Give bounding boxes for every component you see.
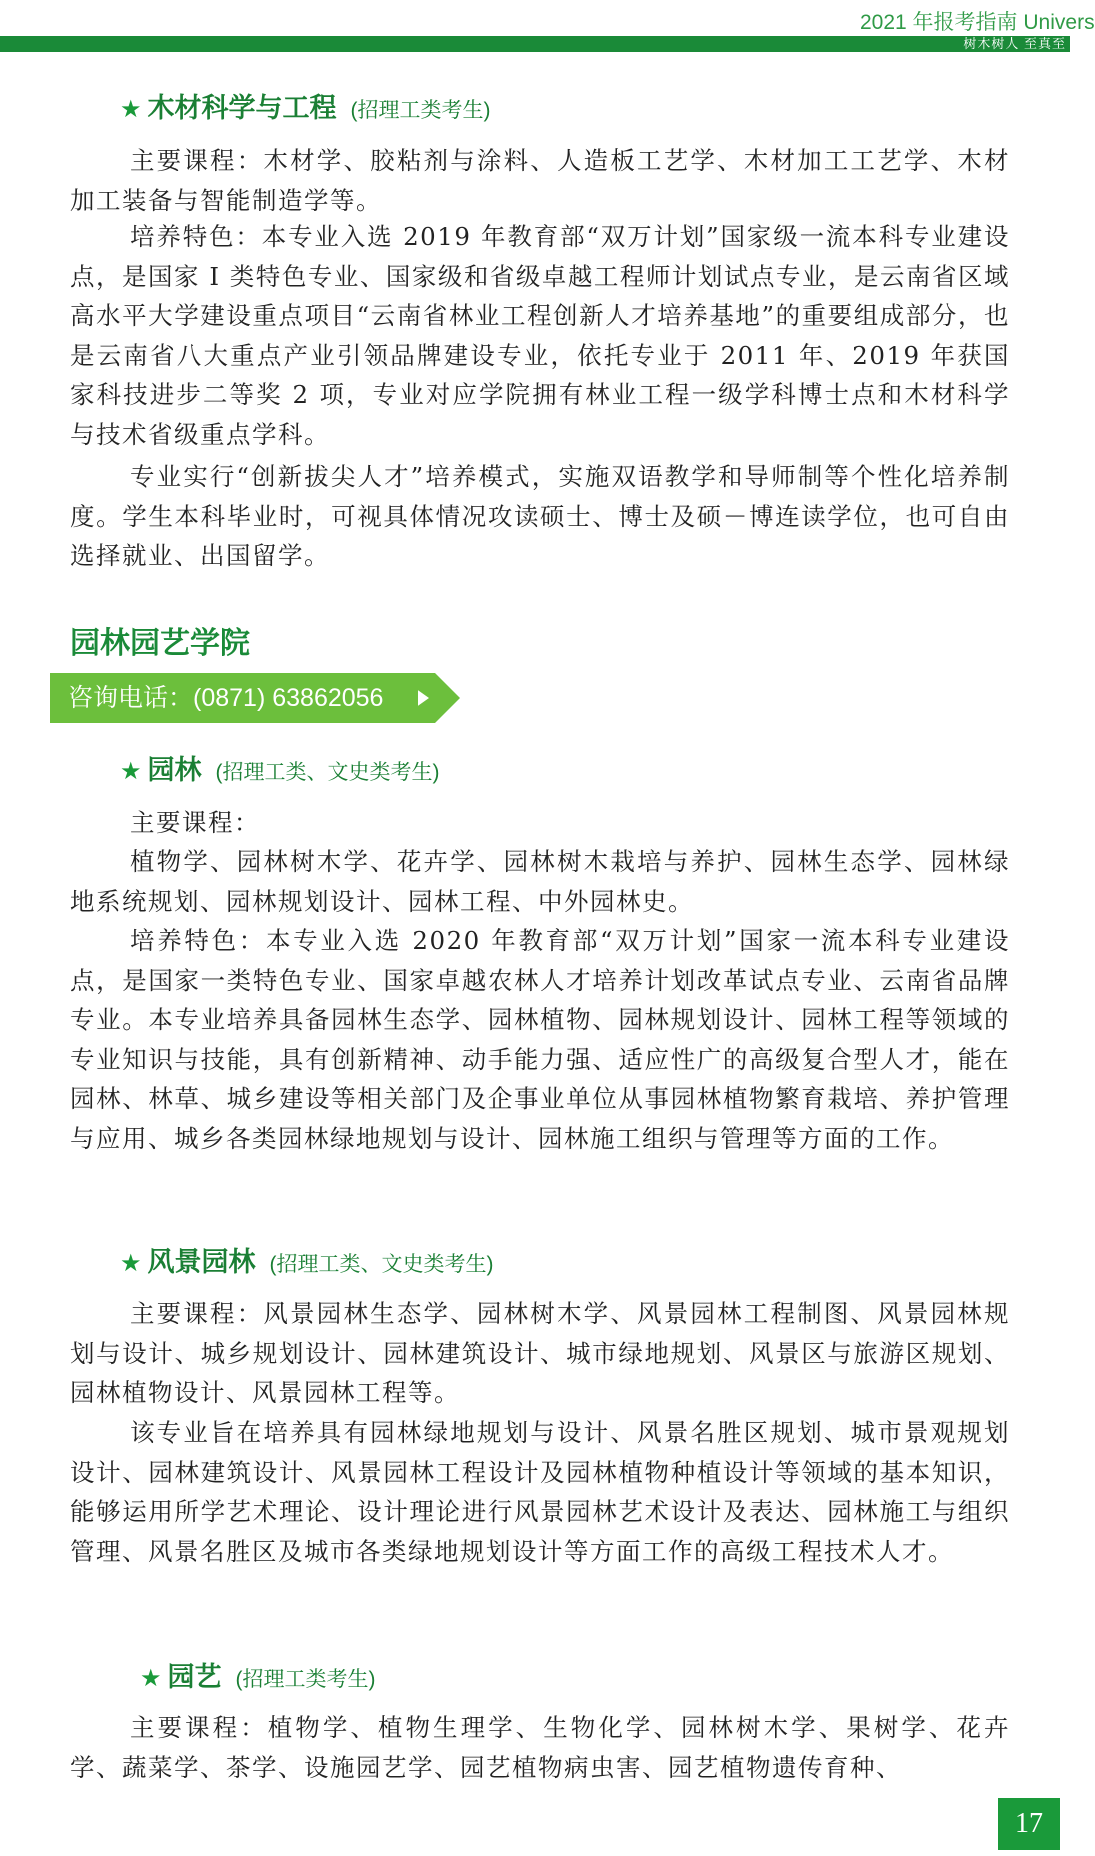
major-note: (招理工类、文史类考生) — [215, 761, 440, 784]
major-name: 园林 — [147, 755, 202, 785]
major-title-scenic — [120, 1240, 494, 1279]
wood-courses: 主要课程：木材学、胶粘剂与涂料、人造板工艺学、木材加工工艺学、木材加工装备与智能制造学等。 — [70, 146, 1010, 215]
phone-text — [68, 673, 383, 723]
horticulture-courses: 主要课程：植物学、植物生理学、生物化学、园林树木学、果树学、花卉学、蔬菜学、茶学、设施园艺学、园艺植物病虫害、园艺植物遗传育种、 — [70, 1713, 1010, 1782]
star-icon: ★ — [120, 758, 142, 785]
chevron-right-icon — [405, 673, 465, 723]
phone-banner — [50, 673, 465, 723]
wood-features: 培养特色：本专业入选 2019 年教育部“双万计划”国家级一流本科专业建设点，是国家 I 类特色专业、国家级和省级卓越工程师计划试点专业，是云南省区域高水平大学建设重点项目“云南省林业工程创新人才培养基地”的重要组成部分，也是云南省八大重点产业引领品牌建设专业，依托专业于 2011 年、2019 年获国家科技进步二等奖 2 项，专业对应学院拥有林业工程一级学科博士点和木材科学与技术省级重点学科。 — [70, 222, 1010, 449]
star-icon: ★ — [120, 1250, 142, 1277]
page-number: 17 — [998, 1798, 1060, 1850]
major-note: (招理工类考生) — [235, 1668, 376, 1691]
header-motto: 树木树人 至真至 — [963, 36, 1066, 51]
phone-number: (0871) 63862056 — [193, 684, 384, 712]
college-title: 园林园艺学院 — [70, 627, 250, 660]
scenic-courses: 主要课程：风景园林生态学、园林树木学、风景园林工程制图、风景园林规划与设计、城乡规划设计、园林建筑设计、城市绿地规划、风景区与旅游区规划、园林植物设计、风景园林工程等。 — [70, 1299, 1010, 1407]
major-name: 风景园林 — [147, 1247, 256, 1277]
major-title-landscape — [120, 748, 440, 787]
major-title-wood — [120, 86, 491, 125]
phone-label: 咨询电话： — [68, 684, 194, 712]
major-name: 园艺 — [167, 1662, 222, 1692]
landscape-features: 培养特色：本专业入选 2020 年教育部“双万计划”国家一流本科专业建设点，是国家一类特色专业、国家卓越农林人才培养计划改革试点专业、云南省品牌专业。本专业培养具备园林生态学、园林植物、园林规划设计、园林工程等领域的专业知识与技能，具有创新精神、动手能力强、适应性广的高级复合型人才，能在园林、林草、城乡建设等相关部门及企事业单位从事园林植物繁育栽培、养护管理与应用、城乡各类园林绿地规划与设计、园林施工组织与管理等方面的工作。 — [70, 926, 1010, 1153]
landscape-courses: 植物学、园林树木学、花卉学、园林树木栽培与养护、园林生态学、园林绿地系统规划、园林规划设计、园林工程、中外园林史。 — [70, 847, 1010, 916]
header-title: 2021 年报考指南 Univers — [860, 11, 1095, 34]
header-bar — [0, 36, 1070, 52]
wood-extra: 专业实行“创新拔尖人才”培养模式，实施双语教学和导师制等个性化培养制度。学生本科毕业时，可视具体情况攻读硕士、博士及硕－博连读学位，也可自由选择就业、出国留学。 — [70, 462, 1010, 570]
major-note: (招理工类考生) — [350, 99, 491, 122]
major-name: 木材科学与工程 — [147, 93, 337, 123]
landscape-course-label: 主要课程： — [130, 808, 260, 837]
star-icon: ★ — [120, 96, 142, 123]
scenic-features: 该专业旨在培养具有园林绿地规划与设计、风景名胜区规划、城市景观规划设计、园林建筑设计、风景园林工程设计及园林植物种植设计等领域的基本知识，能够运用所学艺术理论、设计理论进行风景园林艺术设计及表达、园林施工与组织管理、风景名胜区及城市各类绿地规划设计等方面工作的高级工程技术人才。 — [70, 1418, 1010, 1566]
star-icon: ★ — [140, 1665, 162, 1692]
major-note: (招理工类、文史类考生) — [269, 1253, 494, 1276]
major-title-horticulture — [140, 1655, 376, 1694]
